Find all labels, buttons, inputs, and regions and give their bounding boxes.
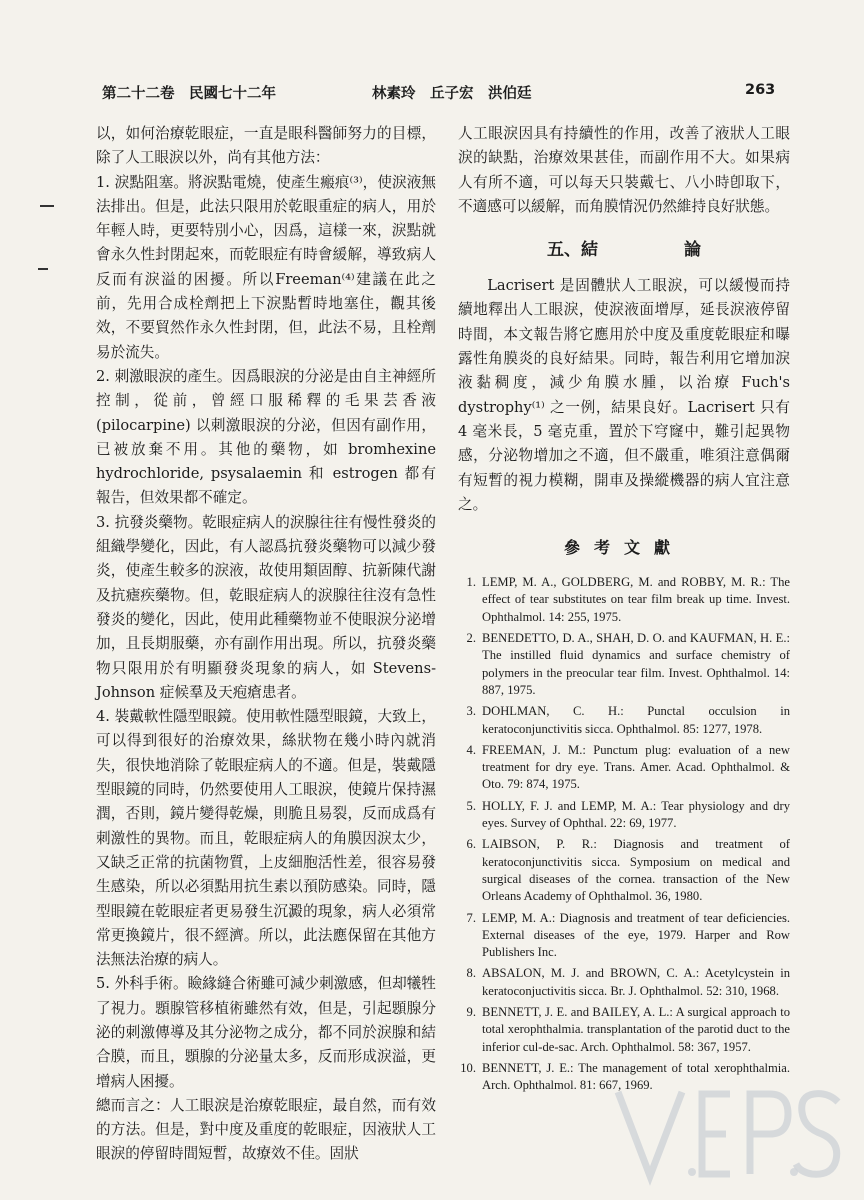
journal-volume: 第二十二卷 民國七十二年 [102,86,276,102]
reference-item: 9. BENNETT, J. E. and BAILEY, A. L.: A surgical approach to total xerophthalmia. transplantation of the parotid duct to the inferior cul-de-sac. Arch. Ophthalmol. 58: 367, 1957. [466,1004,790,1054]
watermark-logo [610,1080,850,1190]
margin-mark [40,205,54,207]
reference-item: 8. ABSALON, M. J. and BROWN, C. A.: Acetylcystein in keratoconjuctivitis sicca. Br. J. Ophthalmol. 52: 310, 1968. [466,966,790,998]
reference-item: 5. HOLLY, F. J. and LEMP, M. A.: Tear physiology and dry eyes. Survey of Ophthal. 22: 69, 1977. [466,798,790,831]
right-column [458,122,790,1098]
paragraph: 人工眼淚因具有持續性的作用，改善了液狀人工眼淚的缺點，治療效果甚佳，而副作用不大。如果病人有所不適，可以每天只裝戴七、八小時卽取下，不適感可以緩解，而角膜情況仍然維持良好狀態。 [458,125,790,215]
left-column [96,122,436,1167]
page-number: 263 [745,82,776,98]
authors: 林素玲 丘子宏 洪伯廷 [372,86,532,102]
reference-item: 3. DOHLMAN, C. H.: Punctal occulsion in keratoconjunctivitis sicca. Ophthalmol. 85: 1277, 1978. [466,704,790,736]
paragraph: 5. 外科手術。瞼緣縫合術雖可減少刺激感，但却犧牲了視力。顋腺管移植術雖然有效，但是，引起顋腺分泌的刺激傳導及其分泌物之成分，都不同於淚腺和結合膜，而且，顋腺的分泌量太多，反而形成淚溢，更增病人困擾。 [96,975,436,1090]
paragraph: 4. 裝戴軟性隱型眼鏡。使用軟性隱型眼鏡，大致上，可以得到很好的治療效果，絲狀物在幾小時內就消失，很快地消除了乾眼症病人的不適。但是，裝戴隱型眼鏡的同時，仍然要使用人工眼淚，使鏡片保持濕潤，否則，鏡片變得乾燥，則脆且易裂，反而成爲有刺激性的異物。而且，乾眼症病人的角膜因淚太少，又缺乏正常的抗菌物質，上皮細胞活性差，很容易發生感染，所以必須點用抗生素以預防感染。同時，隱型眼鏡在乾眼症者更易發生沉澱的現象，病人必須常常更換鏡片，很不經濟。所以，此法應保留在其他方法無法治療的病人。 [96,708,436,969]
paragraph: 總而言之：人工眼淚是治療乾眼症，最自然，而有效的方法。但是，對中度及重度的乾眼症，因液狀人工眼淚的停留時間短暫，故療效不佳。固狀 [96,1096,436,1163]
reference-item: 4. FREEMAN, J. M.: Punctum plug: evaluation of a new treatment for dry eye. Trans. Amer. Acad. Ophthalmol. & Oto. 79: 874, 1975. [466,742,790,792]
section-heading-conclusion: 五、結 論 [547,240,701,261]
paragraph: 以，如何治療乾眼症，一直是眼科醫師努力的目標，除了人工眼淚以外，尚有其他方法： [96,125,436,167]
references-heading: 參考文獻 [563,538,684,558]
reference-list [458,574,790,1094]
conclusion-paragraph: Lacrisert 是固體狀人工眼淚，可以緩慢而持續地釋出人工眼淚，使淚液面增厚，延長淚液停留時間，本文報告將它應用於中度及重度乾眼症和曝露性角膜炎的良好結果。同時，報告利用它增加淚液黏稠度，減少角膜水腫，以治療 Fuch's dystrophy⁽¹⁾ 之一例，結果良好。Lacrisert 只有 4 毫米長，5 毫克重，置於下穹窿中，難引起異物感，分泌物增加之不適，但不嚴重，唯須注意偶爾有短暫的視力模糊，開車及操縱機器的病人宜注意之。 [458,277,790,513]
running-header [0,82,864,106]
paragraph: 3. 抗發炎藥物。乾眼症病人的淚腺往往有慢性發炎的組織學變化，因此，有人認爲抗發炎藥物可以減少發炎，使產生較多的淚液，故使用類固醇、抗新陳代謝及抗瘧疾藥物。但，乾眼症病人的淚腺往往沒有急性發炎的變化，因此，使用此種藥物並不使眼淚分泌增加，且長期服藥，亦有副作用出現。所以，抗發炎藥物只限用於有明顯發炎現象的病人，如 Stevens-Johnson 症候羣及天疱瘡患者。 [96,513,436,701]
reference-item: 10. BENNETT, J. E.: The management of total xerophthalmia. Arch. Ophthalmol. 81: 667, 1969. [460,1060,790,1093]
reference-item: 7. LEMP, M. A.: Diagnosis and treatment of tear deficiencies. External diseases of the eye, 1979. Harper and Row Publishers Inc. [466,910,790,960]
reference-item: 6. LAIBSON, P. R.: Diagnosis and treatment of keratoconjunctivitis sicca. Symposium on medical and surgical diseases of the cornea. transaction of the New Orleans Academy of Ophthalmol. 36, 1980. [466,837,790,904]
margin-mark [38,268,48,270]
paragraph: 1. 淚點阻塞。將淚點電燒，使產生瘢痕⁽³⁾，使淚液無法排出。但是，此法只限用於乾眼重症的病人，用於年輕人時，更要特別小心，因爲，這樣一來，淚點就會永久性封閉起來，而乾眼症有時會緩解，導致病人反而有淚溢的困擾。所以Freeman⁽⁴⁾建議在此之前，先用合成栓劑把上下淚點暫時地塞住，觀其後效，不要貿然作永久性封閉，但，此法不易，且栓劑易於流失。 [96,173,436,361]
paragraph: 2. 刺激眼淚的產生。因爲眼淚的分泌是由自主神經所控制，從前，曾經口服稀釋的毛果芸香液(pilocarpine) 以刺激眼淚的分泌，但因有副作用，已被放棄不用。其他的藥物，如 bromhexine hydrochloride, psysalaemin 和 estrogen 都有報告，但效果都不確定。 [96,367,436,507]
reference-item: 1. LEMP, M. A., GOLDBERG, M. and ROBBY, M. R.: The effect of tear substitutes on tear film break up time. Invest. Ophthalmol. 14: 255, 1975. [466,575,790,624]
reference-item: 2. BENEDETTO, D. A., SHAH, D. O. and KAUFMAN, H. E.: The instilled fluid dynamics and surface chemistry of polymers in the preocular tear film. Invest. Ophthalmol. 14: 887, 1975. [466,631,790,697]
